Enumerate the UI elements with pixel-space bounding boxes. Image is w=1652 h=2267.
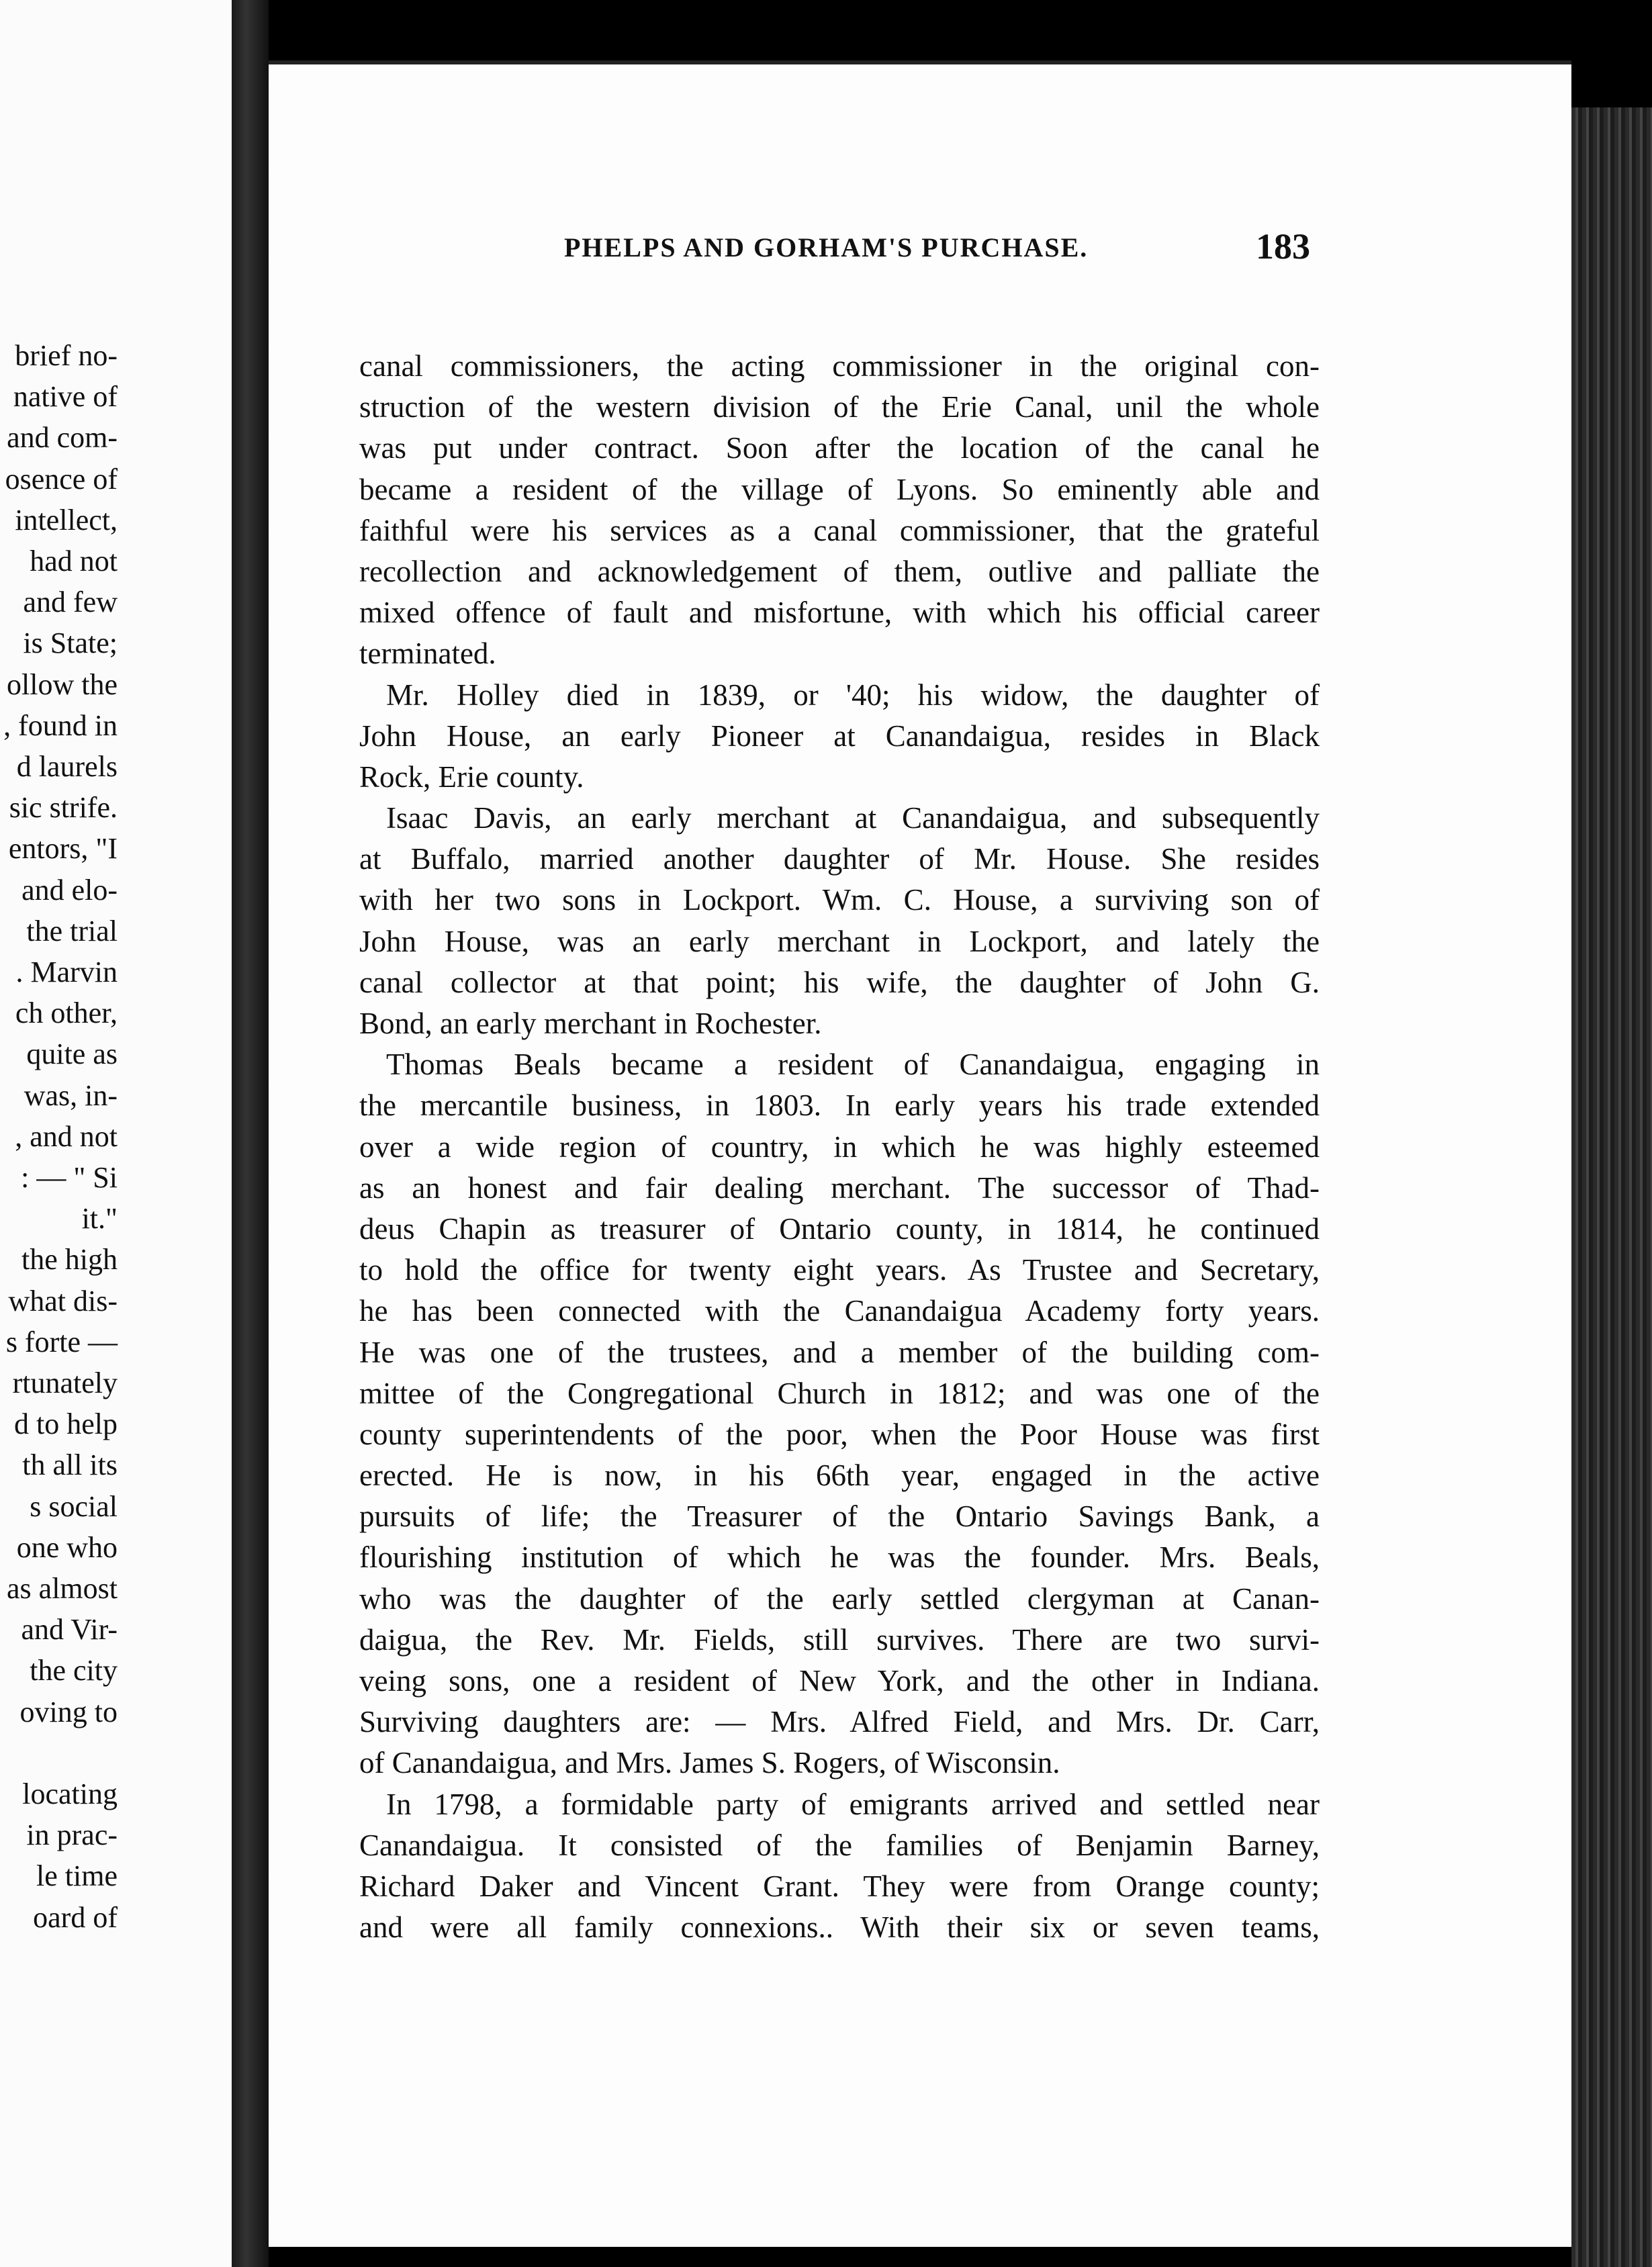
text-line: who was the daughter of the early settled clergyman at Canan- <box>359 1581 1320 1616</box>
text-line: and were all family connexions.. With their six or seven teams, <box>359 1910 1320 1945</box>
text-line: He was one of the trustees, and a member of the building com- <box>359 1335 1320 1369</box>
left-page <box>0 0 236 2267</box>
left-page-line: as almost <box>7 1572 118 1605</box>
left-page-line: le time <box>36 1859 118 1893</box>
left-page-line: s forte — <box>5 1325 118 1358</box>
left-page-line: is State; <box>23 627 118 660</box>
text-line: the mercantile business, in 1803. In early years his trade extended <box>359 1089 1320 1123</box>
left-page-line: oard of <box>33 1900 118 1934</box>
left-page-line: d laurels <box>16 750 118 783</box>
text-line: canal commissioners, the acting commissioner in the original con- <box>359 349 1320 383</box>
text-line: mixed offence of fault and misfortune, with which his official career <box>359 596 1320 630</box>
text-line: Canandaigua. It consisted of the families of Benjamin Barney, <box>359 1828 1320 1862</box>
left-page-line: . Marvin <box>15 956 118 988</box>
text-line: Thomas Beals became a resident of Canandaigua, engaging in <box>386 1048 1320 1082</box>
left-page-line: in prac- <box>26 1818 118 1852</box>
text-line: of Canandaigua, and Mrs. James S. Rogers, of Wisconsin. <box>359 1746 1060 1780</box>
text-line: at Buffalo, married another daughter of Mr. House. She resides <box>359 842 1320 876</box>
left-page-line: had not <box>30 545 118 577</box>
left-page-line: ollow the <box>7 667 118 701</box>
text-line: with her two sons in Lockport. Wm. C. House, a surviving son of <box>359 883 1320 917</box>
text-line: flourishing institution of which he was the founder. Mrs. Beals, <box>359 1540 1320 1575</box>
left-page-line: brief no- <box>15 339 118 372</box>
left-page-line: and com- <box>7 421 118 455</box>
left-page-line: s social <box>30 1489 118 1523</box>
text-line: canal collector at that point; his wife, the daughter of John G. <box>359 965 1320 999</box>
text-line: Isaac Davis, an early merchant at Canandaigua, and subsequently <box>386 801 1320 835</box>
text-line: struction of the western division of the Erie Canal, unil the whole <box>359 390 1320 424</box>
text-line: Surviving daughters are: — Mrs. Alfred Field, and Mrs. Dr. Carr, <box>359 1705 1320 1739</box>
left-page-line: , and not <box>15 1119 118 1153</box>
text-line: Richard Daker and Vincent Grant. They were from Orange county; <box>359 1869 1320 1903</box>
left-page-line: it." <box>81 1202 118 1236</box>
left-page-line: intellect, <box>15 503 118 537</box>
left-page-line: one who <box>16 1530 118 1564</box>
left-page-line: the high <box>21 1243 118 1277</box>
left-page-line: d to help <box>14 1407 118 1441</box>
left-page-line: locating <box>22 1777 118 1810</box>
text-line: over a wide region of country, in which he was highly esteemed <box>359 1129 1320 1164</box>
text-line: recollection and acknowledgement of them, outlive and palliate the <box>359 554 1320 588</box>
left-page-line: the trial <box>26 914 118 947</box>
left-page-line: : — " Si <box>21 1161 118 1194</box>
left-page-line: and Vir- <box>21 1613 118 1647</box>
left-page-line: entors, "I <box>8 832 118 866</box>
left-page-line: sic strife. <box>9 791 118 825</box>
left-page-line: the city <box>30 1654 118 1687</box>
body-text <box>359 346 1320 1948</box>
left-page-line: was, in- <box>24 1078 118 1112</box>
text-line: Rock, Erie county. <box>359 759 584 794</box>
left-page-line: native of <box>13 380 118 414</box>
text-line: became a resident of the village of Lyons. So eminently able and <box>359 472 1320 506</box>
text-line: John House, an early Pioneer at Canandaigua, resides in Black <box>359 719 1320 753</box>
text-line: veing sons, one a resident of New York, and the other in Indiana. <box>359 1664 1320 1698</box>
text-line: Mr. Holley died in 1839, or '40; his widow, the daughter of <box>386 678 1320 712</box>
book-gutter <box>232 0 269 2267</box>
page-edge <box>1571 107 1652 2267</box>
text-line: mittee of the Congregational Church in 1812; and was one of the <box>359 1376 1320 1410</box>
text-line: erected. He is now, in his 66th year, engaged in the active <box>359 1459 1320 1493</box>
text-line: pursuits of life; the Treasurer of the Ontario Savings Bank, a <box>359 1499 1320 1534</box>
text-line: county superintendents of the poor, when the Poor House was first <box>359 1417 1320 1451</box>
text-line: John House, was an early merchant in Lockport, and lately the <box>359 924 1320 958</box>
left-page-line: , found in <box>3 708 118 742</box>
text-line: terminated. <box>359 637 496 671</box>
text-line: was put under contract. Soon after the location of the canal he <box>359 431 1320 465</box>
left-page-line: oving to <box>19 1695 118 1728</box>
left-page-line: rtunately <box>12 1367 118 1399</box>
left-page-line: what dis- <box>8 1284 118 1317</box>
page-number: 183 <box>1256 226 1310 267</box>
text-line: to hold the office for twenty eight years. As Trustee and Secretary, <box>359 1253 1320 1287</box>
left-page-line: quite as <box>26 1037 118 1071</box>
left-page-line: ch other, <box>15 997 118 1030</box>
text-line: Bond, an early merchant in Rochester. <box>359 1007 822 1040</box>
text-line: deus Chapin as treasurer of Ontario county, in 1814, he continued <box>359 1211 1320 1246</box>
left-page-line: th all its <box>22 1448 118 1482</box>
running-title: PHELPS AND GORHAM'S PURCHASE. <box>564 232 1089 263</box>
left-page-line: and few <box>23 586 118 619</box>
text-line: faithful were his services as a canal commissioner, that the grateful <box>359 513 1320 547</box>
text-line: he has been connected with the Canandaigua Academy forty years. <box>359 1294 1320 1328</box>
text-line: In 1798, a formidable party of emigrants arrived and settled near <box>386 1787 1320 1821</box>
left-page-line: osence of <box>5 462 118 496</box>
text-line: as an honest and fair dealing merchant. The successor of Thad- <box>359 1170 1320 1205</box>
text-line: daigua, the Rev. Mr. Fields, still survives. There are two survi- <box>359 1622 1320 1657</box>
left-page-line: and elo- <box>21 873 118 907</box>
